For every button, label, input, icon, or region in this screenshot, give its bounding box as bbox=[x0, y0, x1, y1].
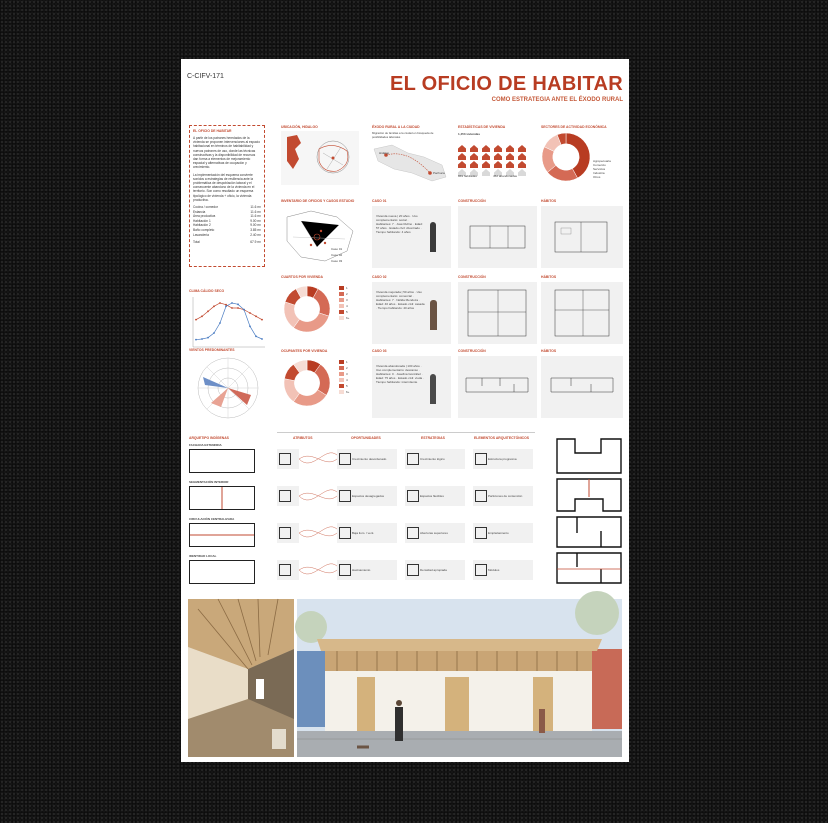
legend-label: 3 bbox=[346, 298, 348, 302]
matrix-cell bbox=[473, 560, 533, 580]
intro-p2: La implementación del esquema convierte sonidos a estrategias de resiliencia ante la problemática de despoblación laboral y el consecuente abandono de la vivienda en el territorio. Son como resultado un esquema tipológico de vivienda + oficio, la vivienda productiva. bbox=[193, 172, 255, 202]
house-icon bbox=[518, 139, 526, 146]
diagram-icon bbox=[475, 490, 487, 502]
habits2-panel bbox=[541, 282, 623, 344]
location-map bbox=[281, 131, 359, 185]
area-value: 2.40 m² bbox=[250, 232, 261, 237]
poster bbox=[181, 59, 629, 762]
legend-label: 5 bbox=[346, 384, 348, 388]
legend-item: Servicios bbox=[593, 167, 606, 171]
rooms-donut-chart bbox=[283, 285, 331, 333]
data-point bbox=[261, 338, 263, 340]
archetype-list bbox=[189, 443, 257, 591]
climate-line-chart bbox=[193, 297, 265, 347]
series-line bbox=[196, 303, 262, 340]
archetype-diagram bbox=[189, 486, 255, 510]
archetype-diagram bbox=[189, 560, 255, 584]
house-icon bbox=[470, 139, 478, 146]
archetype-item bbox=[189, 480, 257, 517]
climate-heading: CLIMA CÁLIDO SECO bbox=[189, 289, 225, 293]
legend-swatch bbox=[339, 310, 344, 314]
connector-lines bbox=[299, 482, 339, 512]
house-icon bbox=[482, 155, 490, 162]
legend-label: 4 bbox=[346, 304, 348, 308]
crafts-case-label: Caso 02 bbox=[331, 253, 343, 257]
legend-swatch bbox=[339, 286, 344, 290]
housing-inhabited: 869 habitadas bbox=[458, 174, 477, 178]
construction3-heading: CONSTRUCCIÓN bbox=[458, 349, 486, 353]
data-point bbox=[195, 339, 197, 341]
plan-drawing bbox=[551, 378, 613, 394]
crafts-heading: INVENTARIO DE OFICIOS Y CASOS ESTUDIO bbox=[281, 199, 355, 203]
wind-heading: VIENTOS PREDOMINANTES bbox=[189, 348, 235, 352]
diagram-icon bbox=[475, 453, 487, 465]
matrix-row bbox=[277, 556, 535, 593]
house-icon bbox=[458, 163, 466, 170]
data-point bbox=[261, 319, 263, 321]
house-icon bbox=[518, 147, 526, 154]
crafts-case-label: Caso 03 bbox=[331, 259, 343, 263]
economy-heading: SECTORES DE ACTIVIDAD ECONÓMICA bbox=[541, 125, 607, 129]
legend-label: 2 bbox=[346, 292, 348, 296]
donut-slice bbox=[293, 313, 328, 332]
connector-lines bbox=[299, 519, 339, 549]
matrix-row bbox=[277, 482, 535, 519]
house-icon bbox=[494, 155, 502, 162]
area-row bbox=[193, 233, 261, 238]
matrix-cell bbox=[277, 486, 299, 506]
person-figure bbox=[430, 374, 436, 404]
exodus-heading: ÉXODO RURAL A LA CIUDAD bbox=[372, 125, 420, 129]
area-name: Baño completo bbox=[193, 228, 215, 233]
matrix-cell bbox=[337, 486, 397, 506]
legend-swatch bbox=[339, 304, 344, 308]
area-value: 3.85 m² bbox=[250, 228, 261, 233]
typology-plans bbox=[555, 437, 623, 587]
legend-label: 2 bbox=[346, 366, 348, 370]
house-icon bbox=[482, 163, 490, 170]
case3-heading: CASO 03 bbox=[372, 349, 387, 353]
legend-item: Comercio bbox=[593, 163, 606, 167]
legend-item: Agropecuaria bbox=[593, 159, 611, 163]
area-value: 67.9 m² bbox=[250, 240, 261, 245]
connector-lines bbox=[299, 445, 339, 475]
diagram-icon bbox=[279, 527, 291, 539]
poster-subtitle: COMO ESTRATEGIA ANTE EL ÉXODO RURAL bbox=[491, 97, 623, 103]
data-point bbox=[201, 338, 203, 340]
data-point bbox=[225, 304, 227, 306]
archetype-item bbox=[189, 517, 257, 554]
archetype-diagram bbox=[189, 523, 255, 547]
strategies-heading: ESTRATEGIAS bbox=[421, 436, 445, 440]
matrix-cell-label: Crecimiento lógico bbox=[420, 457, 445, 461]
house-icon bbox=[458, 155, 466, 162]
area-name: Cocina / comedor bbox=[193, 205, 218, 210]
diagram-icon bbox=[339, 527, 351, 539]
occupants-legend bbox=[339, 359, 349, 395]
wind-rose-diagram bbox=[195, 355, 261, 421]
archetype-item bbox=[189, 443, 257, 480]
habits3-panel bbox=[541, 356, 623, 418]
matrix-cell-label: Baja ilum. / vent. bbox=[352, 531, 375, 535]
construction2-heading: CONSTRUCCIÓN bbox=[458, 275, 486, 279]
economy-donut-chart bbox=[541, 132, 591, 182]
exodus-text: Migración de familias a la ciudad en búsqueda de posibilidades laborales bbox=[372, 131, 434, 139]
rooms-legend bbox=[339, 285, 349, 321]
diagram-icon bbox=[279, 453, 291, 465]
plan-drawing bbox=[555, 290, 609, 336]
habits1-panel bbox=[541, 206, 623, 268]
matrix-cell bbox=[405, 449, 465, 469]
diagram-icon bbox=[407, 564, 419, 576]
diagram-icon bbox=[339, 490, 351, 502]
matrix-cell-label: Módulos bbox=[488, 568, 500, 572]
house-icon bbox=[494, 147, 502, 154]
opportunities-heading: OPORTUNIDADES bbox=[351, 436, 381, 440]
house-icon bbox=[506, 155, 514, 162]
legend-swatch bbox=[339, 390, 344, 394]
diagram-icon bbox=[279, 564, 291, 576]
case1-heading: CASO 01 bbox=[372, 199, 387, 203]
elements-heading: ELEMENTOS ARQUITECTÓNICOS bbox=[474, 436, 530, 440]
archetype-diagram bbox=[189, 449, 255, 473]
interior-render bbox=[188, 599, 294, 757]
housing-heading: ESTADÍSTICAS DE VIVIENDA bbox=[458, 125, 506, 129]
intro-heading: EL OFICIO DE HABITAR bbox=[193, 129, 232, 133]
facade-render bbox=[297, 599, 622, 757]
data-point bbox=[231, 302, 233, 304]
diagram-icon bbox=[407, 453, 419, 465]
place-label: Pachuca bbox=[433, 171, 445, 175]
intro-p1: A partir de los patrones heredados de la vivienda se proponen intervenciones al espacio habitacional en términos de habitabilidad y nuevos patrones de uso, donde las técnicas constructivas y la disponibilidad de recursos dan forma a elementos de mejoramiento espacial y alternativas de ocupación y crecimiento. bbox=[193, 136, 260, 170]
plan-drawing bbox=[466, 378, 528, 394]
archetype-item bbox=[189, 554, 257, 591]
diagram-icon bbox=[407, 527, 419, 539]
legend-label: 6+ bbox=[346, 316, 350, 320]
data-point bbox=[207, 310, 209, 312]
data-point bbox=[219, 302, 221, 304]
matrix-cell bbox=[277, 523, 299, 543]
case3-text: Vivienda abandonada | 100 años · Uso complementario: descanso · Habitantes: 0 · Josefina González · Edad: 75 años · Estado civil: viuda · Tiempo habitando: intermitente bbox=[376, 364, 424, 384]
area-name: Habitación 2 bbox=[193, 223, 211, 228]
construction2-panel bbox=[458, 282, 537, 344]
house-icon bbox=[518, 163, 526, 170]
poster-code: C-CIFV-171 bbox=[187, 73, 224, 80]
data-point bbox=[225, 305, 227, 307]
area-value: 11.6 m² bbox=[250, 209, 261, 214]
legend-label: 3 bbox=[346, 372, 348, 376]
house-icon bbox=[482, 139, 490, 146]
archetype-heading: ARQUETIPO INDÍGENAS bbox=[189, 436, 229, 440]
area-name: Lavandería bbox=[193, 232, 209, 237]
matrix-cell bbox=[473, 523, 533, 543]
matrix-cell-label: Crecimiento desordenado bbox=[352, 457, 387, 461]
data-point bbox=[255, 315, 257, 317]
matrix-row bbox=[277, 519, 535, 556]
plan-drawing bbox=[555, 222, 607, 252]
area-value: 11.6 m² bbox=[250, 214, 261, 219]
data-point bbox=[249, 312, 251, 314]
case3-panel bbox=[372, 356, 451, 418]
area-value: 11.6 m² bbox=[250, 205, 261, 210]
house-icon bbox=[506, 163, 514, 170]
area-table bbox=[193, 205, 261, 245]
house-icon bbox=[458, 139, 466, 146]
legend-label: 1 bbox=[346, 360, 348, 364]
case2-heading: CASO 02 bbox=[372, 275, 387, 279]
data-point bbox=[237, 303, 239, 305]
area-name: Habitación 1 bbox=[193, 218, 211, 223]
house-icon bbox=[470, 163, 478, 170]
diagram-icon bbox=[407, 490, 419, 502]
matrix-cell-label: Espacios flexibles bbox=[420, 494, 444, 498]
matrix-cell-label: Hacinamiento bbox=[352, 568, 371, 572]
matrix-cell-label: Emplazamiento bbox=[488, 531, 509, 535]
matrix-row bbox=[277, 445, 535, 482]
crafts-case-label: Caso 01 bbox=[331, 247, 343, 251]
legend-item: Industria bbox=[593, 171, 605, 175]
occupants-heading: OCUPANTES POR VIVIENDA bbox=[281, 349, 328, 353]
location-heading: UBICACIÓN, HIDALGO bbox=[281, 125, 318, 129]
house-icon bbox=[494, 163, 502, 170]
house-icon bbox=[458, 147, 466, 154]
legend-swatch bbox=[339, 366, 344, 370]
case1-text: Vivienda nueva | 20 años · Uso complementario: social · Habitantes: 7 · José Rufino · Edad: 57 años · Estado civil: divorciado · Tiempo habitando: 4 años bbox=[376, 214, 423, 234]
house-icon bbox=[482, 147, 490, 154]
legend-label: 4 bbox=[346, 378, 348, 382]
case2-panel bbox=[372, 282, 451, 344]
data-point bbox=[255, 335, 257, 337]
house-icon bbox=[494, 139, 502, 146]
archetype-label: IDENTIDAD LOCAL bbox=[189, 554, 217, 558]
person-figure bbox=[430, 300, 437, 330]
habits2-heading: HÁBITOS bbox=[541, 275, 557, 279]
matrix-cell-label: Aberturas superiores bbox=[420, 531, 448, 535]
legend-swatch bbox=[339, 316, 344, 320]
rooms-heading: CUARTOS POR VIVIENDA bbox=[281, 275, 323, 279]
house-icon bbox=[506, 147, 514, 154]
matrix-cell-label: Estructura progresiva bbox=[488, 457, 517, 461]
construction3-panel bbox=[458, 356, 537, 418]
data-point bbox=[237, 307, 239, 309]
matrix-cell bbox=[337, 560, 397, 580]
matrix-cell-label: Particiones de contención bbox=[488, 494, 523, 498]
legend-swatch bbox=[339, 378, 344, 382]
legend-swatch bbox=[339, 292, 344, 296]
legend-swatch bbox=[339, 372, 344, 376]
matrix-cell-label: Densidad apropiada bbox=[420, 568, 447, 572]
intro-box bbox=[189, 125, 265, 267]
donut-slice bbox=[313, 289, 330, 316]
area-value: 9.00 m² bbox=[250, 223, 261, 228]
area-name: Total bbox=[193, 240, 200, 245]
strategy-matrix bbox=[277, 445, 535, 593]
legend-swatch bbox=[339, 384, 344, 388]
matrix-cell bbox=[337, 523, 397, 543]
house-icon bbox=[518, 155, 526, 162]
archetype-label: SEGMENTACIÓN INTERIOR bbox=[189, 480, 229, 484]
plan-drawing bbox=[468, 290, 526, 336]
habits1-heading: HÁBITOS bbox=[541, 199, 557, 203]
matrix-cell bbox=[405, 560, 465, 580]
area-name: Área productiva bbox=[193, 214, 216, 219]
plan-drawing bbox=[470, 226, 525, 250]
data-point bbox=[249, 325, 251, 327]
construction1-heading: CONSTRUCCIÓN bbox=[458, 199, 486, 203]
diagram-icon bbox=[339, 564, 351, 576]
occupants-donut-chart bbox=[283, 359, 331, 407]
matrix-cell bbox=[405, 523, 465, 543]
diagram-icon bbox=[475, 527, 487, 539]
legend-swatch bbox=[339, 298, 344, 302]
connector-lines bbox=[299, 556, 339, 586]
data-point bbox=[195, 319, 197, 321]
diagram-icon bbox=[475, 564, 487, 576]
data-point bbox=[219, 322, 221, 324]
matrix-cell bbox=[405, 486, 465, 506]
data-point bbox=[213, 305, 215, 307]
construction1-panel bbox=[458, 206, 537, 268]
house-icon bbox=[506, 139, 514, 146]
legend-label: 1 bbox=[346, 286, 348, 290]
legend-label: 5 bbox=[346, 310, 348, 314]
exodus-map bbox=[372, 139, 450, 185]
data-point bbox=[201, 315, 203, 317]
area-name: Estancia bbox=[193, 209, 206, 214]
data-point bbox=[231, 307, 233, 309]
matrix-cell bbox=[277, 449, 299, 469]
data-point bbox=[207, 337, 209, 339]
matrix-cell bbox=[473, 486, 533, 506]
habits3-heading: HÁBITOS bbox=[541, 349, 557, 353]
house-icon bbox=[470, 155, 478, 162]
house-icon bbox=[470, 147, 478, 154]
crafts-map bbox=[281, 207, 359, 267]
diagram-icon bbox=[279, 490, 291, 502]
attributes-heading: ATRIBUTOS bbox=[293, 436, 313, 440]
legend-item: Otros bbox=[593, 175, 601, 179]
data-point bbox=[243, 309, 245, 311]
archetype-label: FACHADA EXTENDIDA bbox=[189, 443, 222, 447]
matrix-cell bbox=[277, 560, 299, 580]
matrix-cell bbox=[337, 449, 397, 469]
case2-text: Vivienda mejorada | 50 años · Uso complementario: comercial · Habitantes: 7 · Nélida Mendoza · Edad: 40 años · Estado civil: casada · Tiempo habitando: 40 años bbox=[376, 290, 425, 310]
case1-panel bbox=[372, 206, 451, 268]
legend-item bbox=[339, 315, 349, 321]
legend-label: 6+ bbox=[346, 390, 350, 394]
data-point bbox=[213, 332, 215, 334]
matrix-cell-label: Espacios desagregados bbox=[352, 494, 385, 498]
legend-item bbox=[339, 389, 349, 395]
area-value: 9.00 m² bbox=[250, 218, 261, 223]
place-label: Hidalgo bbox=[379, 151, 390, 155]
matrix-cell bbox=[473, 449, 533, 469]
housing-total: 1,453 viviendas bbox=[458, 132, 481, 136]
archetype-label: CIRCULACIÓN CENTRALIZADA bbox=[189, 517, 235, 521]
economy-legend bbox=[593, 159, 611, 179]
housing-abandoned: 452 abandonadas bbox=[493, 174, 518, 178]
diagram-icon bbox=[339, 453, 351, 465]
poster-title: EL OFICIO DE HABITAR bbox=[389, 73, 623, 95]
legend-swatch bbox=[339, 360, 344, 364]
series-line bbox=[196, 303, 262, 320]
house-icon-grid bbox=[458, 139, 538, 173]
area-row bbox=[193, 240, 261, 245]
person-figure bbox=[430, 222, 436, 252]
